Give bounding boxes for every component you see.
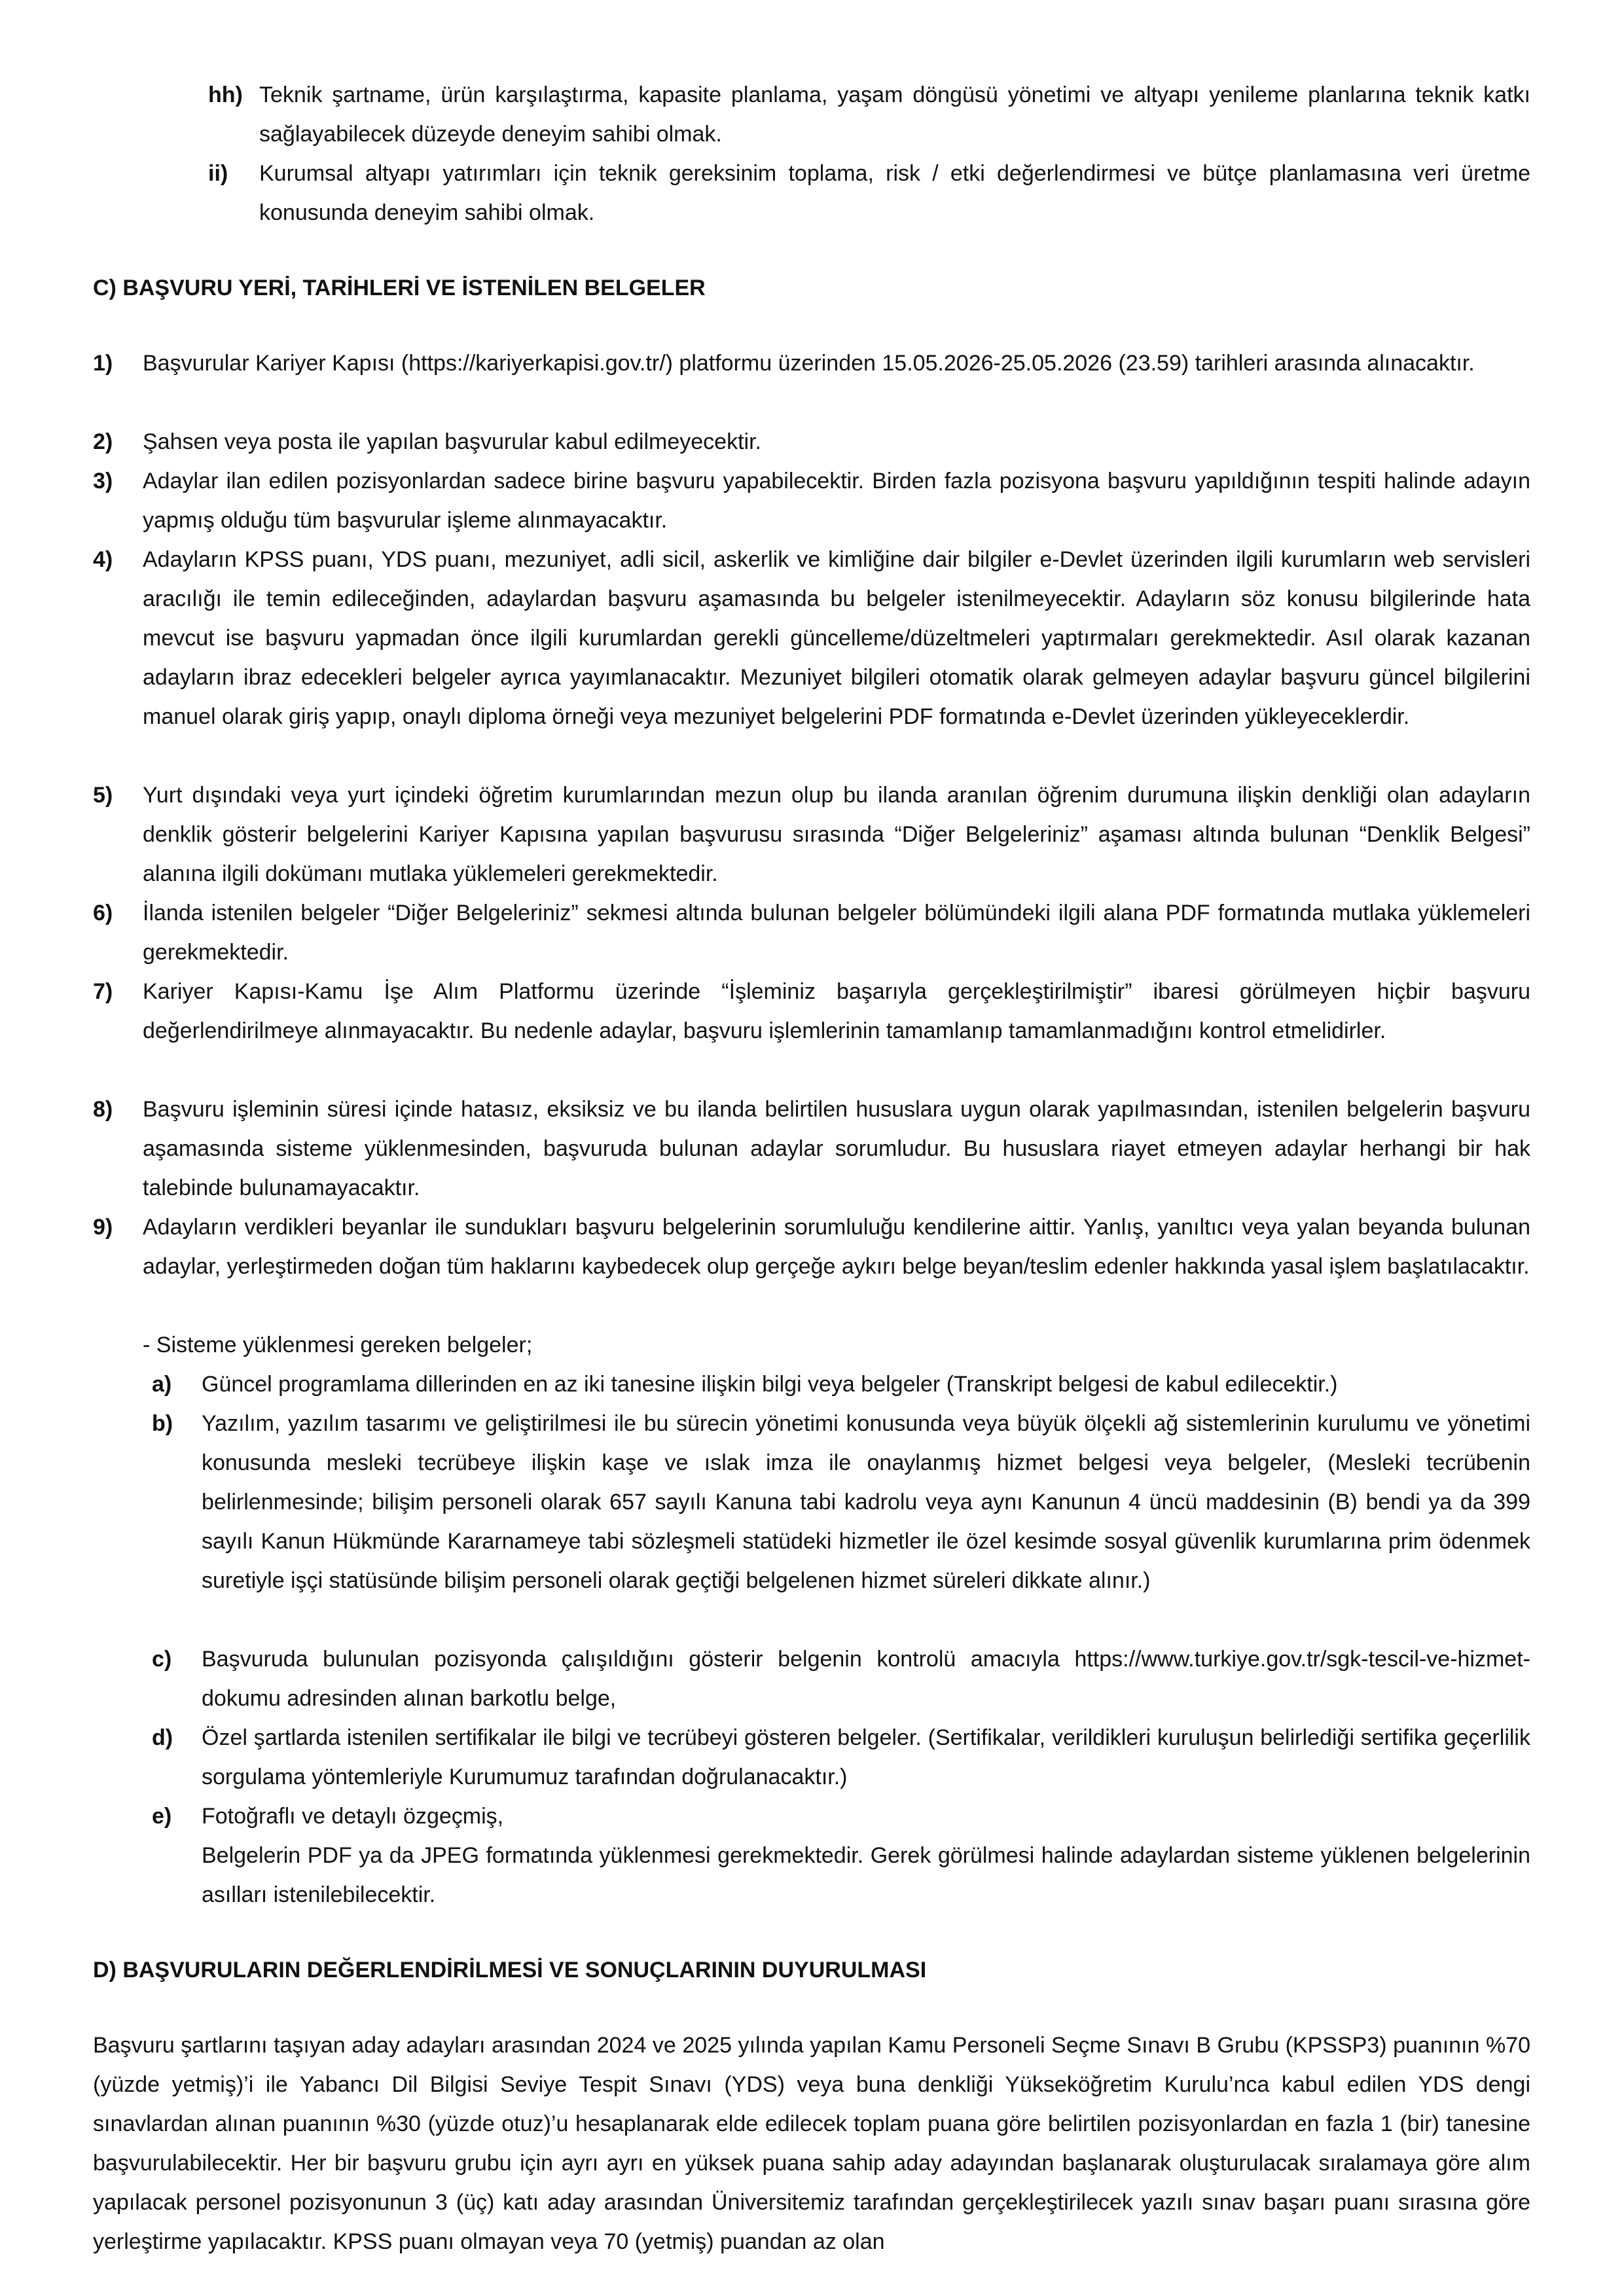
c-item-label-8: 8) bbox=[93, 1097, 113, 1122]
item-label-hh: hh) bbox=[208, 82, 243, 107]
item-text-ii: Kurumsal altyapı yatırımları için teknik gereksinim toplama, risk / etki değerlendirmesi ve bütçe planlamasına veri üretme konusunda deneyim sahibi olmak. bbox=[259, 161, 1530, 225]
item-text-hh: Teknik şartname, ürün karşılaştırma, kapasite planlama, yaşam döngüsü yönetimi ve altyapı yenileme planlarına teknik katkı sağlayabilecek düzeyde deneyim sahibi olmak. bbox=[259, 82, 1530, 147]
c-item-text-8: Başvuru işleminin süresi içinde hatasız, eksiksiz ve bu ilanda belirtilen hususlara uygun olarak yapılmasından, istenilen belgelerin başvuru aşamasında sisteme yüklenmesinden, başvuruda bulunan adaylar sorumludur. Bu hususlara riayet etmeyen adaylar herhangi bir hak talebinde bulunamayacaktır. bbox=[143, 1097, 1530, 1200]
c-item-text-6: İlanda istenilen belgeler “Diğer Belgeleriniz” sekmesi altında bulunan belgeler bölümündeki ilgili alana PDF formatında mutlaka yüklemeleri gerekmektedir. bbox=[143, 901, 1530, 965]
section-d-heading: D) BAŞVURULARIN DEĞERLENDİRİLMESİ VE SONUÇLARININ DUYURULMASI bbox=[93, 1958, 927, 1982]
doc-label-c: c) bbox=[152, 1647, 172, 1672]
c-item-text-7: Kariyer Kapısı-Kamu İşe Alım Platformu üzerinde “İşleminiz başarıyla gerçekleştirilmiştir” ibaresi görülmeyen hiçbir başvuru değerlendirilmeye alınmayacaktır. Bu nedenle adaylar, başvuru işlemlerinin tamamlanıp tamamlanmadığını kontrol etmelidirler. bbox=[143, 979, 1530, 1043]
section-d-paragraph-text: Başvuru şartlarını taşıyan aday adayları arasından 2024 ve 2025 yılında yapılan Kamu Personeli Seçme Sınavı B Grubu (KPSSP3) puanının %70 (yüzde yetmiş)’i ile Yabancı Dil Bilgisi Seviye Tespit Sınavı (YDS) veya buna denkliği Yükseköğretim Kurulu’nca kabul edilen YDS dengi sınavlardan alınan puanının %30 (yüzde otuz)’u hesaplanarak elde edilecek toplam puana göre belirtilen pozisyonlardan en fazla 1 (bir) tanesine başvurulabilecektir. Her bir başvuru grubu için ayrı ayrı en yüksek puana sahip aday adayından başlanarak oluşturulacak sıralamaya göre alım yapılacak personel pozisyonunun 3 (üç) katı aday arasından Üniversitemiz tarafından gerçekleştirilecek yazılı sınav başarı puanı sırasına göre yerleştirme yapılacaktır. KPSS puanı olmayan veya 70 (yetmiş) puandan az olan bbox=[93, 2033, 1530, 2254]
c-item-label-4: 4) bbox=[93, 547, 113, 572]
c-item-text-2: Şahsen veya posta ile yapılan başvurular kabul edilmeyecektir. bbox=[143, 429, 761, 454]
doc-text-b: Yazılım, yazılım tasarımı ve geliştirilmesi ile bu sürecin yönetimi konusunda veya büyük ölçekli ağ sistemlerinin kurulumu ve yönetimi konusunda mesleki tecrübeye ilişkin kaşe ve ıslak imza ile onaylanmış hizmet belgesi veya belgeler, (Mesleki tecrübenin belirlenmesinde; bilişim personeli olarak 657 sayılı Kanuna tabi kadrolu veya aynı Kanunun 4 üncü maddesinin (B) bendi ya da 399 sayılı Kanun Hükmünde Kararnameye tabi sözleşmeli statüdeki hizmetler ile özel kesimde sosyal güvenlik kurumlarına prim ödenmek suretiyle işçi statüsünde bilişim personeli olarak geçtiği belgelenen hizmet süreleri dikkate alınır.) bbox=[202, 1411, 1530, 1593]
c-item-text-9: Adayların verdikleri beyanlar ile sundukları başvuru belgelerinin sorumluluğu kendilerine aittir. Yanlış, yanıltıcı veya yalan beyanda bulunan adaylar, yerleştirmeden doğan tüm haklarını kaybedecek olup gerçeğe aykırı belge beyan/teslim edenler hakkında yasal işlem başlatılacaktır. bbox=[143, 1215, 1530, 1279]
section-d-paragraph bbox=[93, 2026, 1530, 2261]
doc-label-b: b) bbox=[152, 1411, 173, 1436]
doc-label-e: e) bbox=[152, 1804, 172, 1829]
doc-text-a: Güncel programlama dillerinden en az iki tanesine ilişkin bilgi veya belgeler (Transkript belgesi de kabul edilecektir.) bbox=[202, 1372, 1338, 1397]
doc-label-a: a) bbox=[152, 1372, 172, 1397]
docs-note: Belgelerin PDF ya da JPEG formatında yüklenmesi gerekmektedir. Gerek görülmesi halinde adaylardan sisteme yüklenen belgelerinin asılları istenilebilecektir. bbox=[202, 1843, 1530, 1907]
c-item-label-1: 1) bbox=[93, 351, 113, 376]
doc-label-d: d) bbox=[152, 1725, 173, 1750]
doc-text-e: Fotoğraflı ve detaylı özgeçmiş, bbox=[202, 1804, 504, 1829]
c-item-label-2: 2) bbox=[93, 429, 113, 454]
section-c-heading: C) BAŞVURU YERİ, TARİHLERİ VE İSTENİLEN BELGELER bbox=[93, 276, 706, 300]
c-item-label-5: 5) bbox=[93, 783, 113, 808]
c-item-text-4: Adayların KPSS puanı, YDS puanı, mezuniyet, adli sicil, askerlik ve kimliğine dair bilgiler e-Devlet üzerinden ilgili kurumların web servisleri aracılığı ile temin edileceğinden, adaylardan başvuru aşamasında bu belgeler istenilmeyecektir. Adayların söz konusu bilgilerinde hata mevcut ise başvuru yapmadan önce ilgili kurumlardan gerekli güncelleme/düzeltmeleri yaptırmaları gerekmektedir. Asıl olarak kazanan adayların ibraz edecekleri belgeler ayrıca yayımlanacaktır. Mezuniyet bilgileri otomatik olarak gelmeyen adaylar başvuru güncel bilgilerini manuel olarak giriş yapıp, onaylı diploma örneği veya mezuniyet belgelerini PDF formatında e-Devlet üzerinden yükleyeceklerdir. bbox=[143, 547, 1530, 729]
c-item-text-1: Başvurular Kariyer Kapısı (https://kariyerkapisi.gov.tr/) platformu üzerinden 15.05.2026-25.05.2026 (23.59) tarihleri arasında alınacaktır. bbox=[143, 351, 1475, 376]
c-item-label-7: 7) bbox=[93, 979, 113, 1004]
c-item-text-5: Yurt dışındaki veya yurt içindeki öğretim kurumlarından mezun olup bu ilanda aranılan öğrenim durumuna ilişkin denkliği olan adayların denklik gösterir belgelerini Kariyer Kapısına yapılan başvurusu sırasında “Diğer Belgeleriniz” aşaması altında bulunan “Denklik Belgesi” alanına ilgili dokümanı mutlaka yüklemeleri gerekmektedir. bbox=[143, 783, 1530, 886]
c-item-label-6: 6) bbox=[93, 901, 113, 925]
c-item-label-9: 9) bbox=[93, 1215, 113, 1240]
doc-text-d: Özel şartlarda istenilen sertifikalar ile bilgi ve tecrübeyi gösteren belgeler. (Sertifikalar, verildikleri kuruluşun belirlediği sertifika geçerlilik sorgulama yöntemleriyle Kurumumuz tarafından doğrulanacaktır.) bbox=[202, 1725, 1530, 1789]
docs-intro: - Sisteme yüklenmesi gereken belgeler; bbox=[143, 1333, 533, 1357]
doc-text-c: Başvuruda bulunulan pozisyonda çalışıldığını gösterir belgenin kontrolü amacıyla https://www.turkiye.gov.tr/sgk-tescil-ve-hizmet-dokumu adresinden alınan barkotlu belge, bbox=[202, 1647, 1530, 1711]
item-label-ii: ii) bbox=[208, 161, 228, 186]
c-item-label-3: 3) bbox=[93, 469, 113, 493]
c-item-text-3: Adaylar ilan edilen pozisyonlardan sadece birine başvuru yapabilecektir. Birden fazla pozisyona başvuru yapıldığının tespiti halinde adayın yapmış olduğu tüm başvurular işleme alınmayacaktır. bbox=[143, 469, 1530, 533]
